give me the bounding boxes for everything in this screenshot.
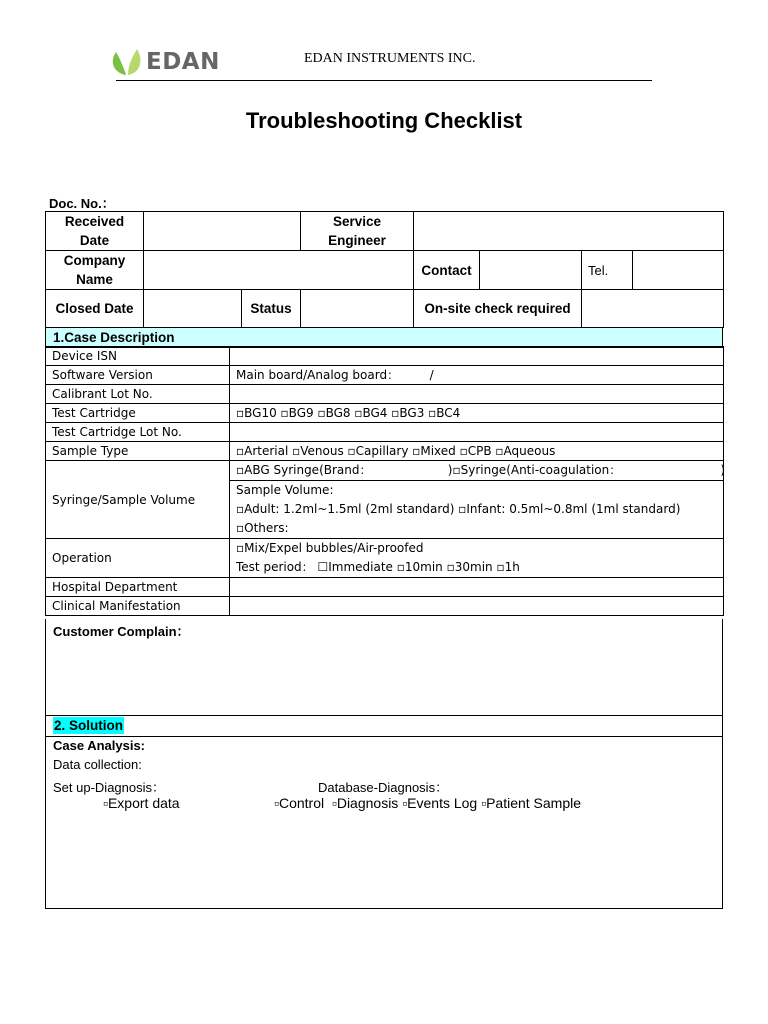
table-row (46, 442, 724, 461)
company-name-field[interactable] (144, 251, 414, 290)
device-isn-field[interactable] (230, 347, 724, 366)
table-row (46, 385, 724, 404)
case-description-heading (45, 327, 723, 348)
customer-complain-label: Customer Complain： (53, 624, 190, 639)
table-row (46, 404, 724, 423)
row-label: Device ISN (46, 347, 230, 366)
solution-title: 2. Solution (54, 718, 123, 733)
export-data-option[interactable]: ▫Export data (103, 795, 180, 811)
contact-label: Contact (414, 251, 480, 290)
sample-volume-options[interactable]: ▫Adult: 1.2ml~1.5ml (2ml standard) ▫Infant: 0.5ml~0.8ml (1ml standard) (236, 502, 681, 516)
row-label: Software Version (46, 366, 230, 385)
row-label: Test Cartridge (46, 404, 230, 423)
row-label: Sample Type (46, 442, 230, 461)
customer-complain-box[interactable] (45, 619, 723, 716)
database-options[interactable]: ▫Control ▫Diagnosis ▫Events Log ▫Patient Sample (274, 795, 582, 811)
syringe-sample-volume-cell[interactable] (230, 461, 724, 539)
tel-field[interactable] (633, 251, 724, 290)
case-analysis-label: Case Analysis: (53, 738, 146, 753)
company-name-header: EDAN INSTRUMENTS INC. (304, 51, 476, 66)
received-date-field[interactable] (144, 212, 301, 251)
software-version-field[interactable]: Main board/Analog board： / (230, 366, 724, 385)
row-label: Clinical Manifestation (46, 597, 230, 616)
row-label: Hospital Department (46, 578, 230, 597)
info-row-3 (46, 290, 724, 328)
table-row (46, 461, 724, 539)
doc-no-label: Doc. No.： (49, 196, 115, 211)
closed-date-field[interactable] (144, 290, 242, 328)
leaf-icon (110, 46, 144, 76)
table-row (46, 578, 724, 597)
table-row (46, 539, 724, 578)
logo-text: EDAN (146, 49, 220, 75)
info-row-2 (46, 251, 724, 290)
setup-diagnosis-label: Set up-Diagnosis： (53, 780, 165, 795)
info-table (45, 211, 724, 328)
edan-logo (110, 46, 232, 78)
service-engineer-field[interactable] (414, 212, 724, 251)
data-collection-label: Data collection: (53, 757, 142, 772)
calibrant-lot-field[interactable] (230, 385, 724, 404)
operation-cell[interactable] (230, 539, 724, 578)
row-label: Syringe/Sample Volume (46, 461, 230, 539)
onsite-label: On-site check required (414, 290, 582, 328)
table-row (46, 423, 724, 442)
case-description-title: 1.Case Description (53, 330, 175, 345)
tel-label: Tel. (582, 251, 633, 290)
row-label: Operation (46, 539, 230, 578)
service-engineer-label: Service Engineer (301, 212, 414, 251)
solution-heading (45, 715, 723, 737)
row-label: Calibrant Lot No. (46, 385, 230, 404)
sample-type-options[interactable]: ▫Arterial ▫Venous ▫Capillary ▫Mixed ▫CPB ▫Aqueous (230, 442, 724, 461)
info-row-1 (46, 212, 724, 251)
table-row (46, 366, 724, 385)
case-description-table (45, 346, 724, 616)
operation-options[interactable]: ▫Mix/Expel bubbles/Air-proofed (236, 541, 424, 555)
onsite-field[interactable] (582, 290, 724, 328)
solution-box[interactable] (45, 737, 723, 909)
page-title: Troubleshooting Checklist (245, 108, 523, 133)
cartridge-lot-field[interactable] (230, 423, 724, 442)
sample-volume-label: Sample Volume: (236, 483, 334, 497)
database-diagnosis-label: Database-Diagnosis： (318, 780, 449, 795)
test-cartridge-options[interactable]: ▫BG10 ▫BG9 ▫BG8 ▫BG4 ▫BG3 ▫BC4 (230, 404, 724, 423)
row-label: Test Cartridge Lot No. (46, 423, 230, 442)
company-name-label: Company Name (46, 251, 144, 290)
closed-date-label: Closed Date (46, 290, 144, 328)
hospital-department-field[interactable] (230, 578, 724, 597)
others-option[interactable]: ▫Others: (236, 521, 289, 535)
syringe-options[interactable]: ▫ABG Syringe(Brand： )▫Syringe(Anti-coagulation： ) (230, 461, 723, 481)
clinical-manifestation-field[interactable] (230, 597, 724, 616)
received-date-label: Received Date (46, 212, 144, 251)
table-row (46, 597, 724, 616)
test-period-options[interactable]: Test period： ☐Immediate ▫10min ▫30min ▫1h (236, 560, 520, 574)
table-row (46, 347, 724, 366)
contact-field[interactable] (480, 251, 582, 290)
status-label: Status (242, 290, 301, 328)
status-field[interactable] (301, 290, 414, 328)
header-rule (116, 80, 652, 81)
